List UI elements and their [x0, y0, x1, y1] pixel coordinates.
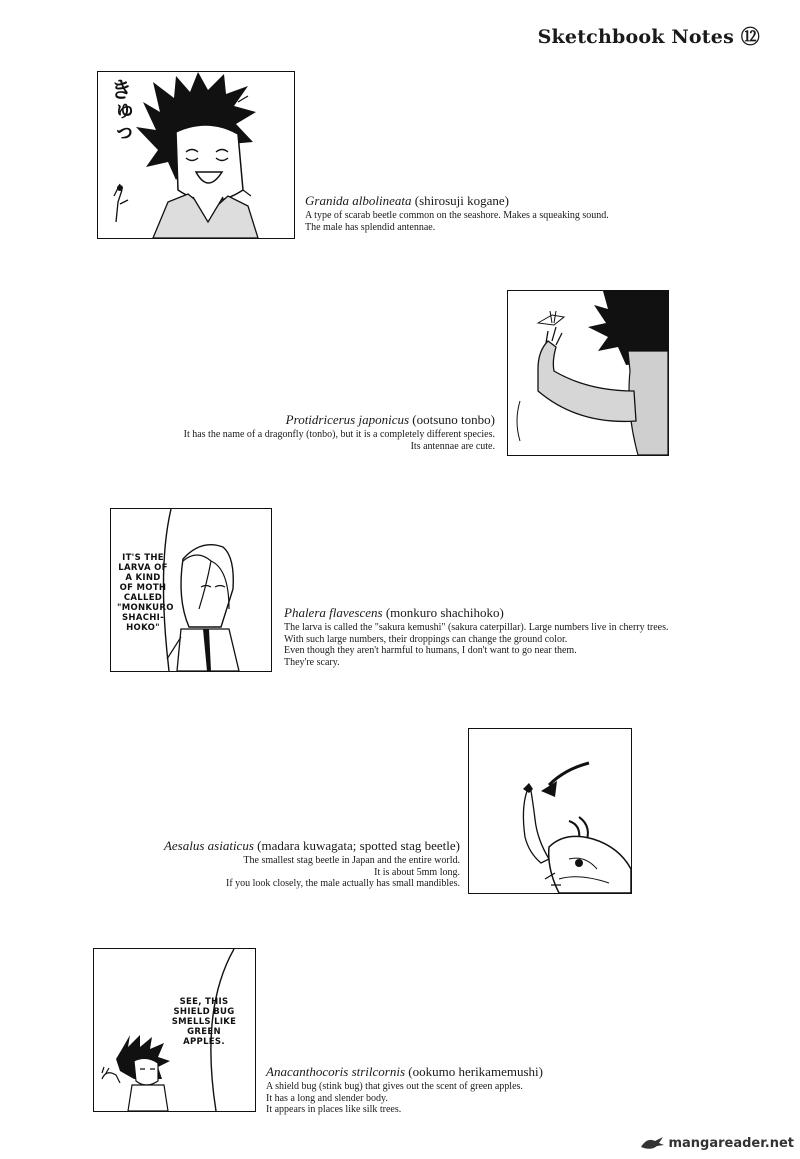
scientific-name: Granida albolineata — [305, 193, 412, 208]
bubble-line: IT'S THE — [122, 553, 164, 563]
entry-granida-albolineata — [305, 193, 685, 233]
entry-heading — [95, 412, 495, 428]
dragon-logo-icon — [639, 1135, 665, 1151]
entry-line: They're scary. — [284, 656, 340, 668]
scientific-name: Aesalus asiaticus — [163, 838, 254, 853]
panel-shield-bug — [93, 948, 256, 1112]
entry-protidricerus-japonicus — [95, 412, 495, 452]
speech-bubble — [117, 553, 174, 633]
bubble-line: GREEN — [187, 1027, 221, 1037]
entry-line: A shield bug (stink bug) that gives out the scent of green apples. — [266, 1081, 523, 1092]
common-name: (monkuro shachihoko) — [382, 605, 504, 620]
panel-stag-beetle — [468, 728, 632, 894]
entry-heading — [284, 605, 754, 621]
bubble-line: A KIND — [125, 573, 161, 583]
entry-heading — [70, 838, 460, 854]
panel-owlfly — [507, 290, 669, 456]
bubble-line: LARVA OF — [118, 563, 168, 573]
common-name: (shirosuji kogane) — [411, 193, 510, 208]
bubble-line: OF MOTH — [119, 583, 167, 593]
entry-line: The male has splendid antennae. — [305, 221, 436, 233]
sound-effect-text: きゅっ — [107, 78, 132, 144]
speech-bubble — [170, 997, 238, 1047]
page-title: Sketchbook Notes ⑫ — [537, 26, 760, 48]
bubble-line: "MONKURO — [117, 603, 174, 613]
entry-line: The larva is called the "sakura kemushi" (sakura caterpillar). Large numbers live in cherry trees. — [284, 622, 669, 633]
scientific-name: Anacanthocoris strilcornis — [266, 1064, 406, 1079]
entry-aesalus-asiaticus — [70, 838, 460, 890]
panel-moth-larva — [110, 508, 272, 672]
entry-line: Its antennae are cute. — [410, 440, 495, 452]
entry-line: The smallest stag beetle in Japan and the entire world. — [243, 855, 460, 866]
scientific-name: Protidricerus japonicus — [285, 412, 410, 427]
entry-anacanthocoris-strilcornis — [266, 1064, 686, 1116]
entry-heading — [266, 1064, 686, 1080]
bubble-line: SEE, THIS — [179, 997, 229, 1007]
stag-beetle-illustration — [469, 729, 631, 893]
entry-line: Even though they aren't harmful to humans, I don't want to go near them. — [284, 645, 577, 656]
common-name: (madara kuwagata; spotted stag beetle) — [253, 838, 460, 853]
bubble-line: SHIELD BUG — [173, 1007, 235, 1017]
entry-line: With such large numbers, their droppings can change the ground color. — [284, 633, 568, 645]
entry-phalera-flavescens — [284, 605, 754, 668]
entry-line: It appears in places like silk trees. — [266, 1104, 402, 1115]
common-name: (ookumo herikamemushi) — [405, 1064, 543, 1079]
arm-with-insect-illustration — [508, 291, 668, 455]
panel-scarab-beetle — [97, 71, 295, 239]
watermark — [639, 1135, 794, 1151]
bubble-line: SMELLS LIKE — [171, 1017, 237, 1027]
bubble-line: CALLED — [123, 593, 163, 603]
bubble-line: APPLES. — [183, 1037, 225, 1047]
entry-line: It is about 5mm long. — [374, 866, 460, 878]
entry-line: It has a long and slender body. — [266, 1092, 388, 1104]
entry-line: It has the name of a dragonfly (tonbo), but it is a completely different species. — [183, 429, 495, 440]
entry-line: A type of scarab beetle common on the seashore. Makes a squeaking sound. — [305, 210, 609, 221]
bubble-line: SHACHI- — [122, 613, 164, 623]
entry-heading — [305, 193, 685, 209]
entry-line: If you look closely, the male actually has small mandibles. — [225, 878, 460, 889]
common-name: (ootsuno tonbo) — [409, 412, 495, 427]
bubble-line: HOKO" — [126, 623, 160, 633]
scientific-name: Phalera flavescens — [284, 605, 383, 620]
watermark-text: mangareader.net — [668, 1135, 794, 1151]
